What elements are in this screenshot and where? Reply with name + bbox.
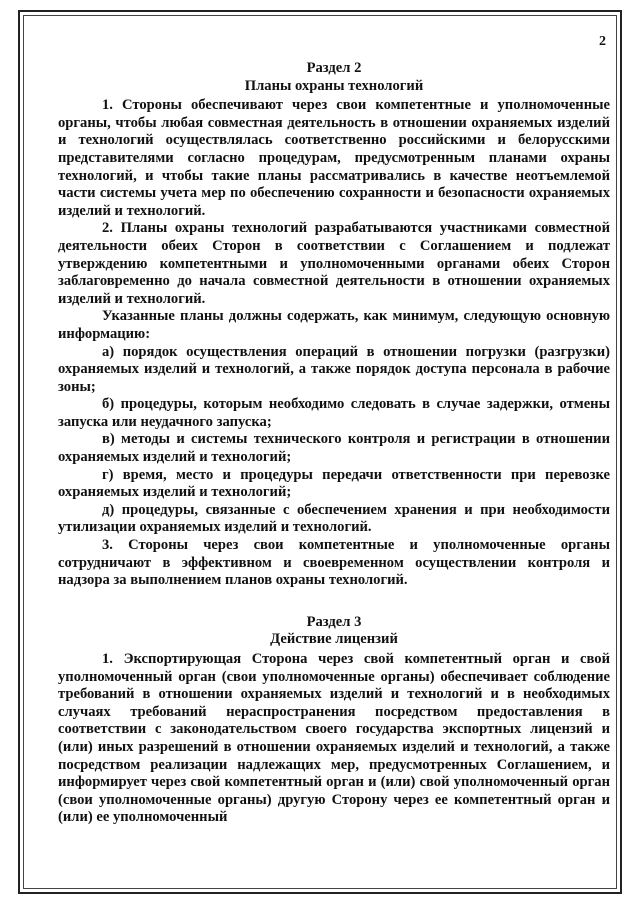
section-2-item-d: д) процедуры, связанные с обеспечением хранения и при необходимости утилизации охраняемых изделий и технологий. [58,501,610,536]
section-3-paragraph-1: 1. Экспортирующая Сторона через свой компетентный орган и свой уполномоченный орган (свои уполномоченные органы) обеспечивает соблюдение требований в отношении охраняемых изделий и технологий и в необходимых случаях требований нераспространения посредством предоставления в соответствии с законодательством своего государства экспортных лицензий и (или) иных разрешений в отношении охраняемых изделий и технологий, а также посредством реализации надлежащих мер, предусмотренных Соглашением, и информирует через свой компетентный орган и (или) свой уполномоченный орган (свои уполномоченные органы) другую Сторону через ее компетентный орган и (или) ее уполномоченный [58,651,610,826]
document-body [58,60,610,827]
section-2-item-a: а) порядок осуществления операций в отношении погрузки (разгрузки) охраняемых изделий и технологий, а также порядок доступа персонала в рабочие зоны; [58,343,610,395]
section-2-paragraph-1: 1. Стороны обеспечивают через свои компетентные и уполномоченные органы, чтобы любая совместная деятельность в отношении охраняемых изделий и технологий осуществлялась соответственно российскими и белорусскими представителями согласно процедурам, предусмотренным планами охраны технологий, и чтобы такие планы рассматривались в качестве неотъемлемой части системы учета мер по обеспечению сохранности и безопасности охраняемых изделий и технологий. [58,97,610,219]
section-2-item-b: б) процедуры, которым необходимо следовать в случае задержки, отмены запуска или неудачного запуска; [58,396,610,430]
section-2-item-v: в) методы и системы технического контроля и регистрации в отношении охраняемых изделий и технологий; [58,431,610,466]
section-2-item-g: г) время, место и процедуры передачи ответственности при перевозке охраняемых изделий и технологий; [58,466,610,501]
section-3-title: Действие лицензий [270,631,398,648]
section-3-heading: Раздел 3 [306,613,362,630]
section-spacer [58,590,610,614]
section-2-title: Планы охраны технологий [244,77,424,94]
section-2-heading: Раздел 2 [306,60,362,76]
section-2-paragraph-3: 3. Стороны через свои компетентные и уполномоченные органы сотрудничают в эффективном и своевременном осуществлении контроля и надзора за выполнением планов охраны технологий. [58,537,610,589]
section-2-paragraph-2: 2. Планы охраны технологий разрабатываются участниками совместной деятельности обеих Сторон в соответствии с Соглашением и подлежат утверждению компетентными и уполномоченными органами обеих Сторон заблаговременно до начала совместной деятельности в отношении охраняемых изделий и технологий. [58,220,610,307]
section-2-paragraph-plans-content: Указанные планы должны содержать, как минимум, следующую основную информацию: [58,308,610,342]
page-number: 2 [599,34,606,49]
